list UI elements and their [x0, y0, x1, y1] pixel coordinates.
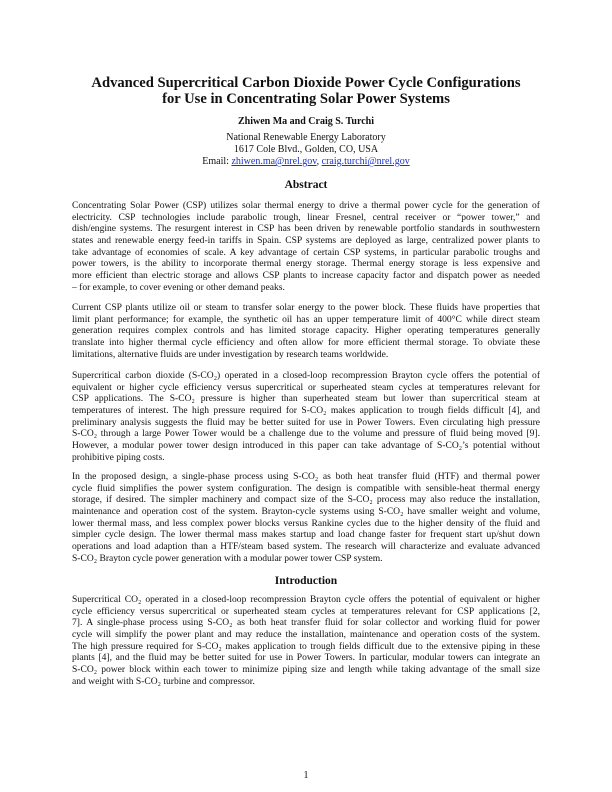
page-number: 1 — [303, 770, 309, 781]
text-line: S-CO₂ power block within each tower to minimize piping size and length while taking advantage of the small size — [72, 664, 540, 676]
text-line: dish/engine systems. The resurgent interest in CSP has been driven by renewable portfolio standards in southwestern — [72, 223, 540, 235]
text-line: and weight with S-CO₂ turbine and compressor. — [72, 675, 255, 687]
text-line: S-CO₂ Brayton cycle power generation with a modular power tower CSP system. — [72, 552, 383, 564]
text-line: equivalent or higher cycle efficiency versus supercritical or superheated steam cycles at temperatures relevant for — [72, 381, 540, 393]
paragraph — [72, 302, 540, 360]
text-line: take advantage of economies of scale. A key advantage of certain CSP systems, in particular parabolic troughs and — [72, 246, 540, 258]
text-line: more efficient than electric storage and allows CSP plants to increase capacity factor and dispatch power as needed — [72, 270, 540, 282]
affiliation — [0, 132, 612, 168]
text-line: states and renewable energy feed-in tariffs in Spain. CSP systems are deployed as large, centralized power plants to — [72, 235, 540, 247]
text-line: operations and load adaption than a HTF/steam based system. The research will characterize and evaluate advanced — [72, 541, 540, 553]
email-label: Email: — [202, 156, 232, 167]
text-line: plants [4], and the fluid may be better suited for use in Power Towers. In particular, modular towers can integrate an — [72, 652, 540, 664]
text-line: temperatures of interest. The high pressure required for S-CO₂ makes application to trough fields difficult [4], and — [72, 405, 540, 417]
email-separator: , — [316, 156, 322, 167]
text-line: limitations, alternative fluids are under investigation by research teams worldwide. — [72, 348, 389, 360]
text-line: power towers, is the ability to incorporate thermal energy storage. Thermal energy storage is less expensive and — [72, 258, 540, 270]
text-line: S-CO₂ through a large Power Tower would be a challenge due to the volume and pressure of fluid being moved [9]. — [72, 428, 540, 440]
text-line: cycle efficiency versus supercritical or superheated steam cycles at temperatures relevant for CSP applications [2, — [72, 605, 540, 617]
text-line: simpler cycle design. The lower thermal mass makes startup and load change faster for frequent start up/shut down — [72, 529, 540, 541]
text-line: prohibitive piping costs. — [72, 451, 165, 463]
text-line: In the proposed design, a single-phase process using S-CO₂ as both heat transfer fluid (HTF) and thermal power — [72, 471, 540, 482]
text-line: – for example, to cover evening or other demand peaks. — [72, 281, 285, 293]
paragraph — [72, 594, 540, 688]
text-line: electricity. CSP technologies include parabolic trough, linear Fresnel, central receiver or “power tower,” and — [72, 211, 540, 223]
text-line: storage, if desired. The simpler machinery and compact size of the S-CO₂ process may also reduce the installation, — [72, 494, 540, 506]
email-line — [0, 156, 612, 168]
text-line: Supercritical CO₂ operated in a closed-loop recompression Brayton cycle offers the potential of equivalent or higher — [72, 594, 540, 605]
paragraph — [72, 200, 540, 294]
text-line: translate into higher thermal cycle efficiency and often allow for more efficient thermal storage. To obviate these — [72, 337, 540, 349]
text-line: cycle fluid simplifies the power system configuration. The design is compatible with sensible-heat thermal energy — [72, 482, 540, 494]
text-line: CSP applications. The S-CO₂ pressure is higher than superheated steam but lower than supercritical steam at — [72, 393, 540, 405]
text-line: Current CSP plants utilize oil or steam to transfer solar energy to the power block. These fluids have properties that — [72, 302, 540, 313]
paragraph — [72, 471, 540, 565]
title-line-1: Advanced Supercritical Carbon Dioxide Power Cycle Configurations — [91, 75, 521, 91]
text-line: 7]. A single-phase process using S-CO₂ as both heat transfer fluid for solar collector and working fluid for power — [72, 617, 540, 629]
organization: National Renewable Energy Laboratory — [226, 132, 386, 143]
text-line: generation requires complex controls and has limited storage capacity. Higher operating temperatures generally — [72, 325, 540, 337]
introduction-heading: Introduction — [274, 575, 338, 587]
paper-title — [0, 75, 612, 107]
address: 1617 Cole Blvd., Golden, CO, USA — [233, 144, 379, 155]
text-line: However, a modular power tower design introduced in this paper can take advantage of S-CO₂’s potential without — [72, 440, 540, 452]
text-line: preliminary analysis suggests the fluid may be better suited for use in Power Towers. Even circulating high pressure — [72, 416, 540, 428]
text-line: Concentrating Solar Power (CSP) utilizes solar thermal energy to drive a thermal power cycle for the generation of — [72, 200, 540, 211]
authors: Zhiwen Ma and Craig S. Turchi — [238, 116, 374, 127]
abstract-heading: Abstract — [284, 179, 328, 191]
text-line: maintenance and operation cost of the system. Brayton-cycle systems using S-CO₂ have smaller weight and volume, — [72, 506, 540, 518]
email-link-turchi[interactable]: craig.turchi@nrel.gov — [321, 156, 410, 167]
text-line: limit plant performance; for example, the synthetic oil has an upper temperature limit of 400°C while direct steam — [72, 313, 540, 325]
text-line: cycle will simplify the power plant and may reduce the installation, maintenance and operation costs of the system. — [72, 629, 540, 641]
paragraph — [72, 370, 540, 464]
title-line-2: for Use in Concentrating Solar Power Systems — [162, 91, 450, 107]
email-link-ma[interactable]: zhiwen.ma@nrel.gov — [231, 156, 317, 167]
text-line: Supercritical carbon dioxide (S-CO₂) operated in a closed-loop recompression Brayton cycle offers the potential of — [72, 370, 540, 381]
text-line: The high pressure required for S-CO₂ makes application to trough fields difficult due to the extensive piping in these — [72, 640, 540, 652]
text-line: lower thermal mass, and less complex power blocks versus Rankine cycles due to the higher density of the fluid and — [72, 517, 540, 529]
